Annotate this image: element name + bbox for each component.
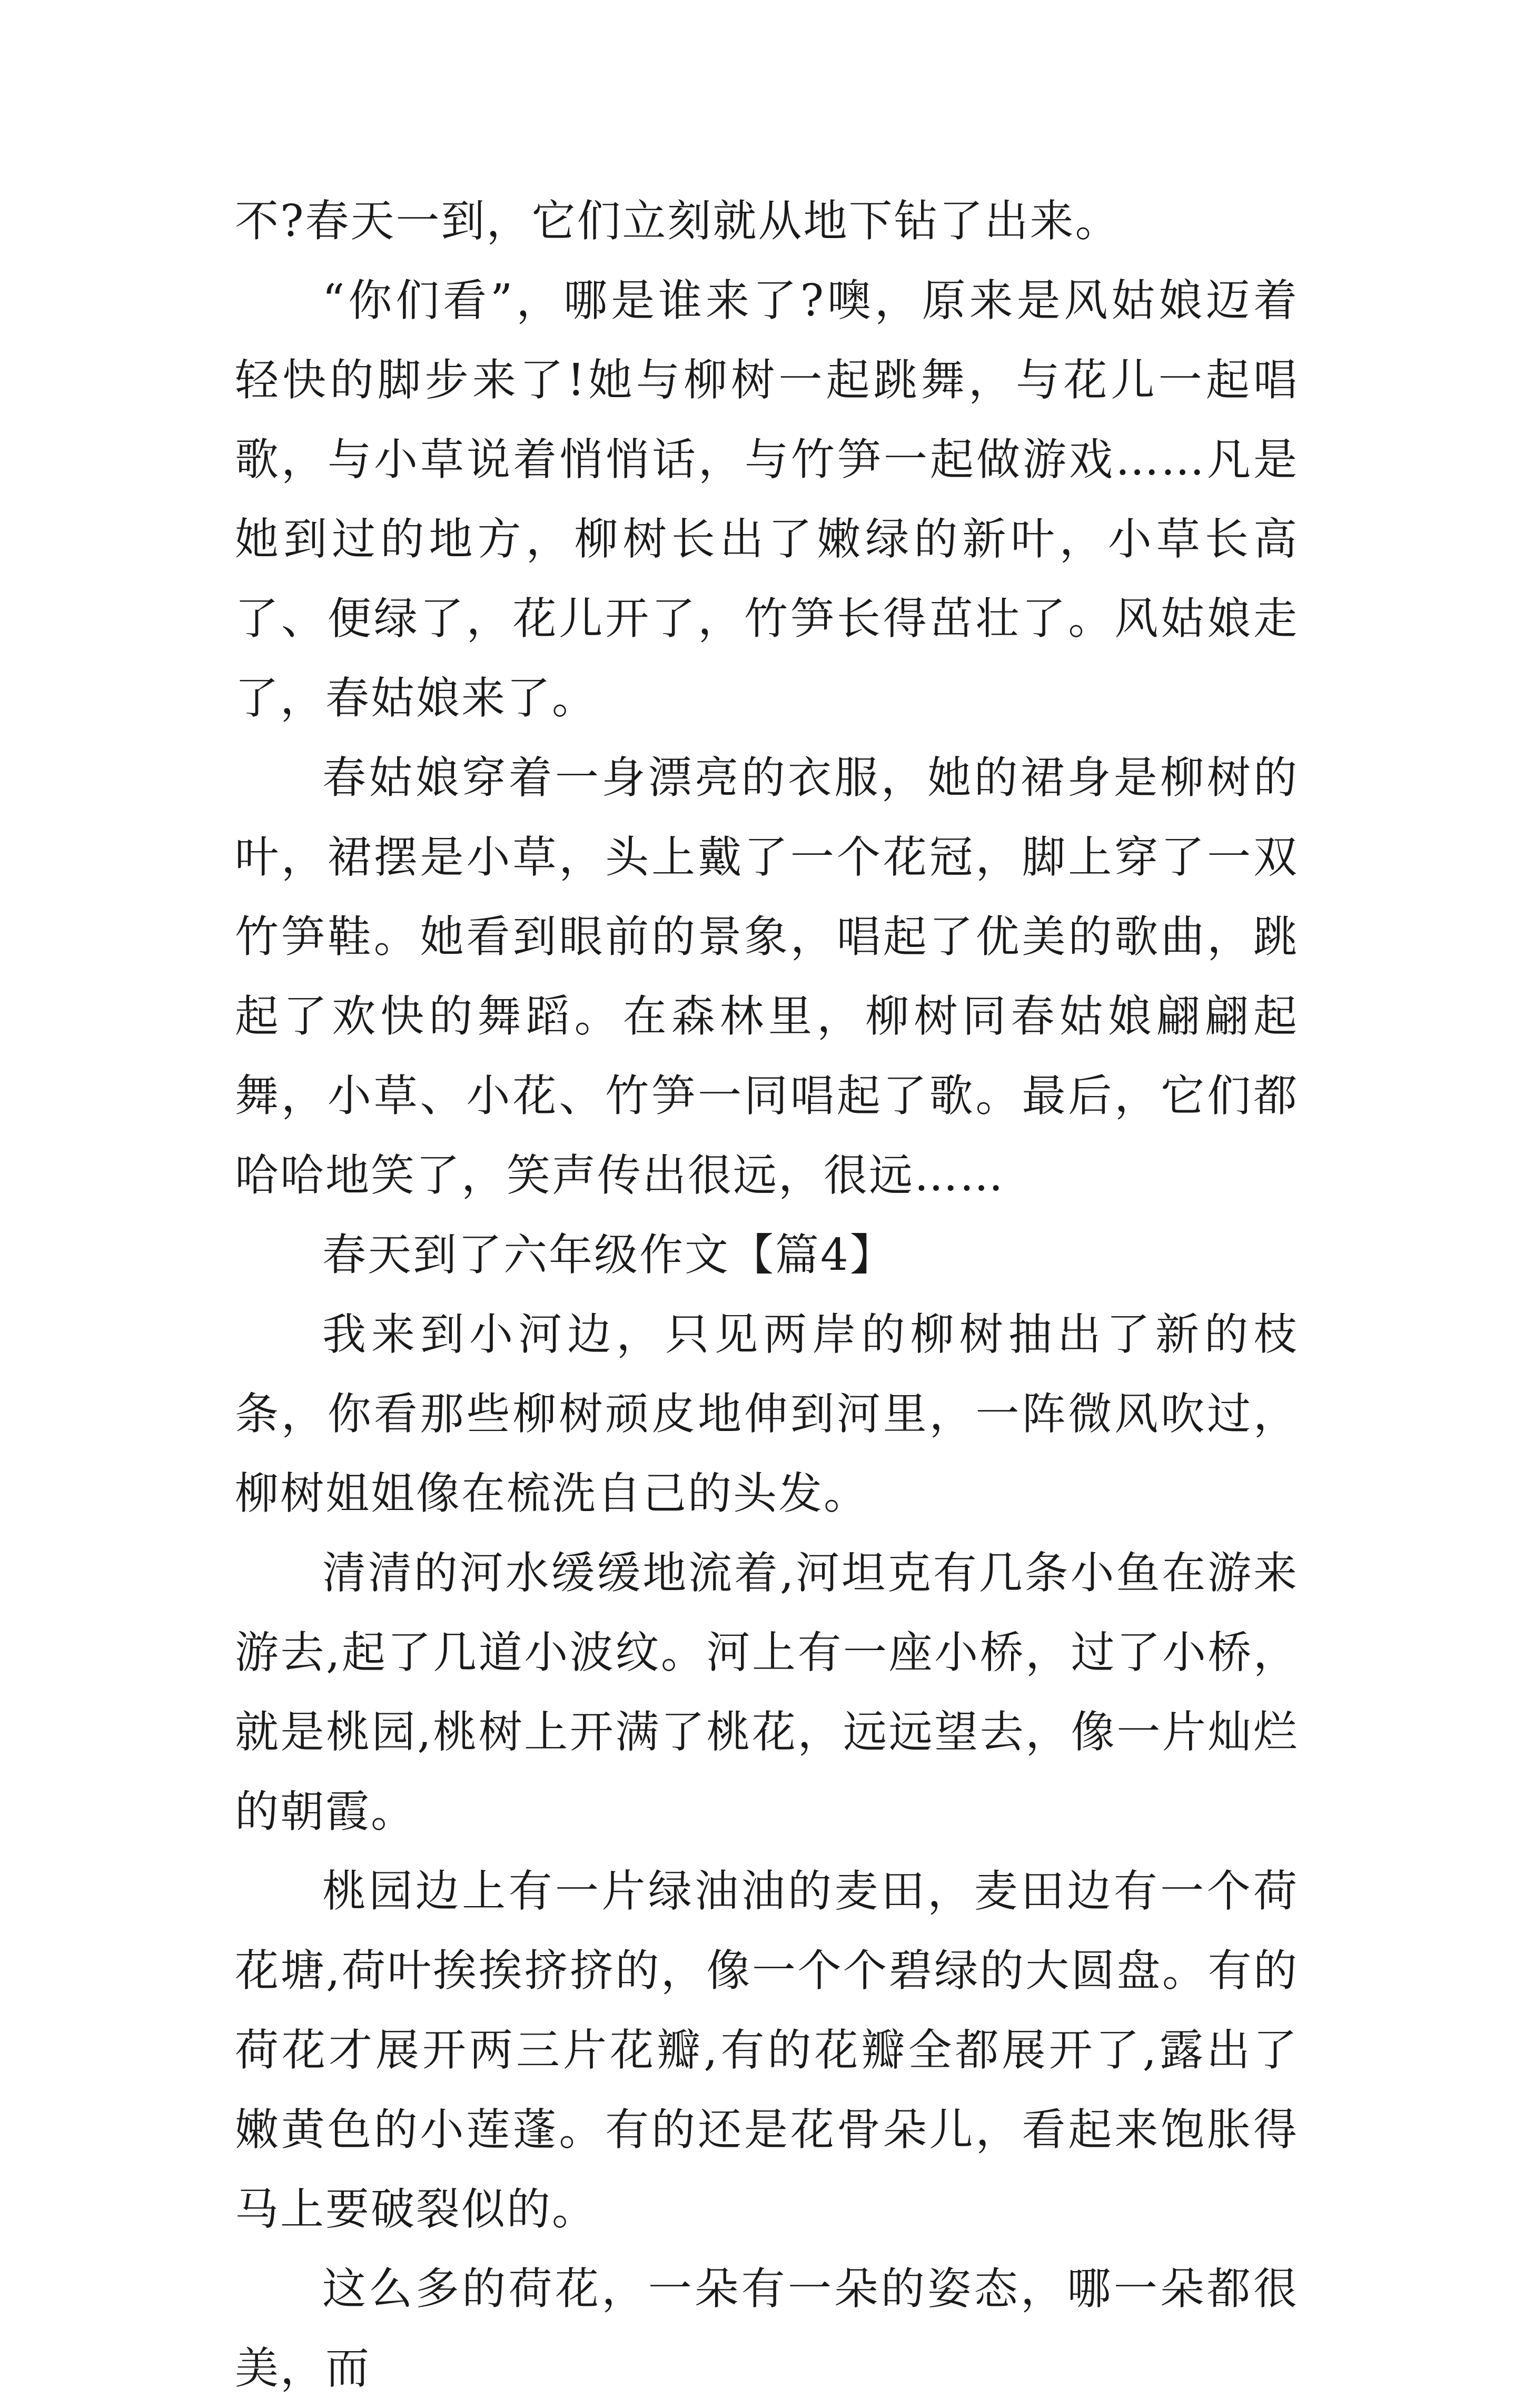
paragraph: 清清的河水缓缓地流着,河坦克有几条小鱼在游来游去,起了几道小波纹。河上有一座小桥，过了小桥，就是桃园,桃树上开满了桃花，远远望去，像一片灿烂的朝霞。 [235, 1547, 1299, 1837]
paragraph: 春姑娘穿着一身漂亮的衣服，她的裙身是柳树的叶，裙摆是小草，头上戴了一个花冠，脚上穿了一双竹笋鞋。她看到眼前的景象，唱起了优美的歌曲，跳起了欢快的舞蹈。在森林里，柳树同春姑娘翩翩起舞，小草、小花、竹笋一同唱起了歌。最后，它们都哈哈地笑了，笑声传出很远，很远…… [235, 752, 1299, 1201]
section-heading: 春天到了六年级作文【篇4】 [322, 1229, 895, 1280]
paragraph: “你们看”，哪是谁来了?噢，原来是风姑娘迈着轻快的脚步来了!她与柳树一起跳舞，与花儿一起唱歌，与小草说着悄悄话，与竹笋一起做游戏……凡是她到过的地方，柳树长出了嫩绿的新叶，小草长高了、便绿了，花儿开了，竹笋长得茁壮了。风姑娘走了，春姑娘来了。 [235, 275, 1299, 724]
paragraph: 不?春天一到，它们立刻就从地下钻了出来。 [235, 195, 1121, 246]
paragraph: 桃园边上有一片绿油油的麦田，麦田边有一个荷花塘,荷叶挨挨挤挤的，像一个个碧绿的大圆盘。有的荷花才展开两三片花瓣,有的花瓣全都展开了,露出了嫩黄色的小莲蓬。有的还是花骨朵儿，看起来饱胀得马上要破裂似的。 [235, 1866, 1299, 2235]
article-body [235, 181, 1299, 2408]
paragraph: 我来到小河边，只见两岸的柳树抽出了新的枝条，你看那些柳树顽皮地伸到河里，一阵微风吹过，柳树姐姐像在梳洗自己的头发。 [235, 1309, 1299, 1519]
paragraph: 这么多的荷花，一朵有一朵的姿态，哪一朵都很美，而 [235, 2263, 1299, 2394]
